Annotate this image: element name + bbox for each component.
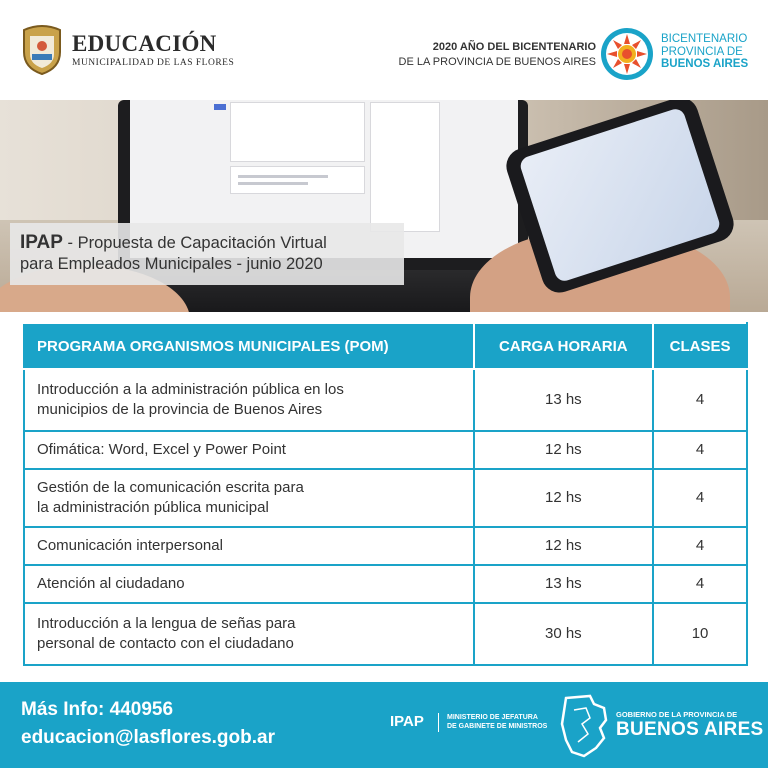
table-header-row xyxy=(24,323,747,369)
header xyxy=(0,0,768,100)
buenos-aires-text: BUENOS AIRES xyxy=(616,719,764,740)
ipap-logo: IPAP xyxy=(390,713,424,730)
ministerio-text xyxy=(447,714,547,731)
caption-ipap: IPAP xyxy=(20,232,63,253)
hours-cell: 30 hs xyxy=(474,603,654,665)
table-row xyxy=(24,469,747,527)
classes-cell: 4 xyxy=(653,369,747,431)
header-programa: PROGRAMA ORGANISMOS MUNICIPALES (POM) xyxy=(24,323,474,369)
display-text-line xyxy=(238,175,328,178)
info-phone: Más Info: 440956 xyxy=(21,699,174,720)
display-button xyxy=(214,104,226,110)
bicentenario-right-1: BICENTENARIO xyxy=(661,33,748,45)
footer xyxy=(0,682,768,768)
course-line: municipios de la provincia de Buenos Aires xyxy=(37,401,323,418)
bicentenario-right-2: PROVINCIA DE xyxy=(661,45,743,58)
course-cell xyxy=(24,527,474,565)
course-cell xyxy=(24,431,474,469)
caption-line2: para Empleados Municipales - junio 2020 xyxy=(20,255,323,273)
bicentenario-sun-icon xyxy=(599,26,655,82)
course-line: Comunicación interpersonal xyxy=(37,537,223,554)
course-line: Introducción a la lengua de señas para xyxy=(37,615,296,632)
hours-cell: 12 hs xyxy=(474,527,654,565)
logo-divider xyxy=(438,713,439,732)
crest-logo-icon xyxy=(20,24,64,76)
course-cell xyxy=(24,565,474,603)
bicentenario-line1: 2020 AÑO DEL BICENTENARIO xyxy=(432,41,596,53)
brand-subtitle: MUNICIPALIDAD DE LAS FLORES xyxy=(72,58,235,68)
course-line: Atención al ciudadano xyxy=(37,575,185,592)
ministerio-line1: MINISTERIO DE JEFATURA xyxy=(447,714,538,721)
hours-cell: 12 hs xyxy=(474,469,654,527)
table-row xyxy=(24,603,747,665)
hours-cell: 13 hs xyxy=(474,369,654,431)
bicentenario-text xyxy=(399,40,596,70)
classes-cell: 10 xyxy=(653,603,747,665)
banner-caption xyxy=(10,223,404,285)
hours-cell: 13 hs xyxy=(474,565,654,603)
brand-title: EDUCACIÓN xyxy=(72,31,217,56)
course-line: personal de contacto con el ciudadano xyxy=(37,635,294,652)
classes-cell: 4 xyxy=(653,469,747,527)
buenos-aires-map-icon xyxy=(560,694,610,758)
hours-cell: 12 hs xyxy=(474,431,654,469)
course-line: Ofimática: Word, Excel y Power Point xyxy=(37,441,286,458)
course-cell xyxy=(24,369,474,431)
bicentenario-right-3: BUENOS AIRES xyxy=(661,58,749,70)
classes-cell: 4 xyxy=(653,431,747,469)
display-sidebar xyxy=(370,102,440,232)
course-cell xyxy=(24,603,474,665)
caption-line1 xyxy=(20,232,394,254)
course-line: la administración pública municipal xyxy=(37,499,269,516)
display-card xyxy=(230,102,365,162)
info-email: educacion@lasflores.gob.ar xyxy=(21,727,275,748)
table-row xyxy=(24,431,747,469)
ministerio-line2: DE GABINETE DE MINISTROS xyxy=(447,722,548,730)
display-post xyxy=(230,166,365,194)
table-row xyxy=(24,565,747,603)
course-cell xyxy=(24,469,474,527)
table-row xyxy=(24,369,747,431)
course-table xyxy=(23,322,748,666)
gobierno-text: GOBIERNO DE LA PROVINCIA DE xyxy=(616,710,738,719)
header-carga-horaria: CARGA HORARIA xyxy=(474,323,654,369)
display-text-line xyxy=(238,182,308,185)
table-row xyxy=(24,527,747,565)
classes-cell: 4 xyxy=(653,527,747,565)
course-line: Gestión de la comunicación escrita para xyxy=(37,479,304,496)
header-clases: CLASES xyxy=(653,323,747,369)
bicentenario-provincia xyxy=(661,33,748,71)
course-line: Introducción a la administración pública en los xyxy=(37,381,344,398)
bicentenario-line2: DE LA PROVINCIA DE BUENOS AIRES xyxy=(398,56,596,68)
classes-cell: 4 xyxy=(653,565,747,603)
photo-banner xyxy=(0,100,768,312)
caption-title1: - Propuesta de Capacitación Virtual xyxy=(62,234,327,252)
